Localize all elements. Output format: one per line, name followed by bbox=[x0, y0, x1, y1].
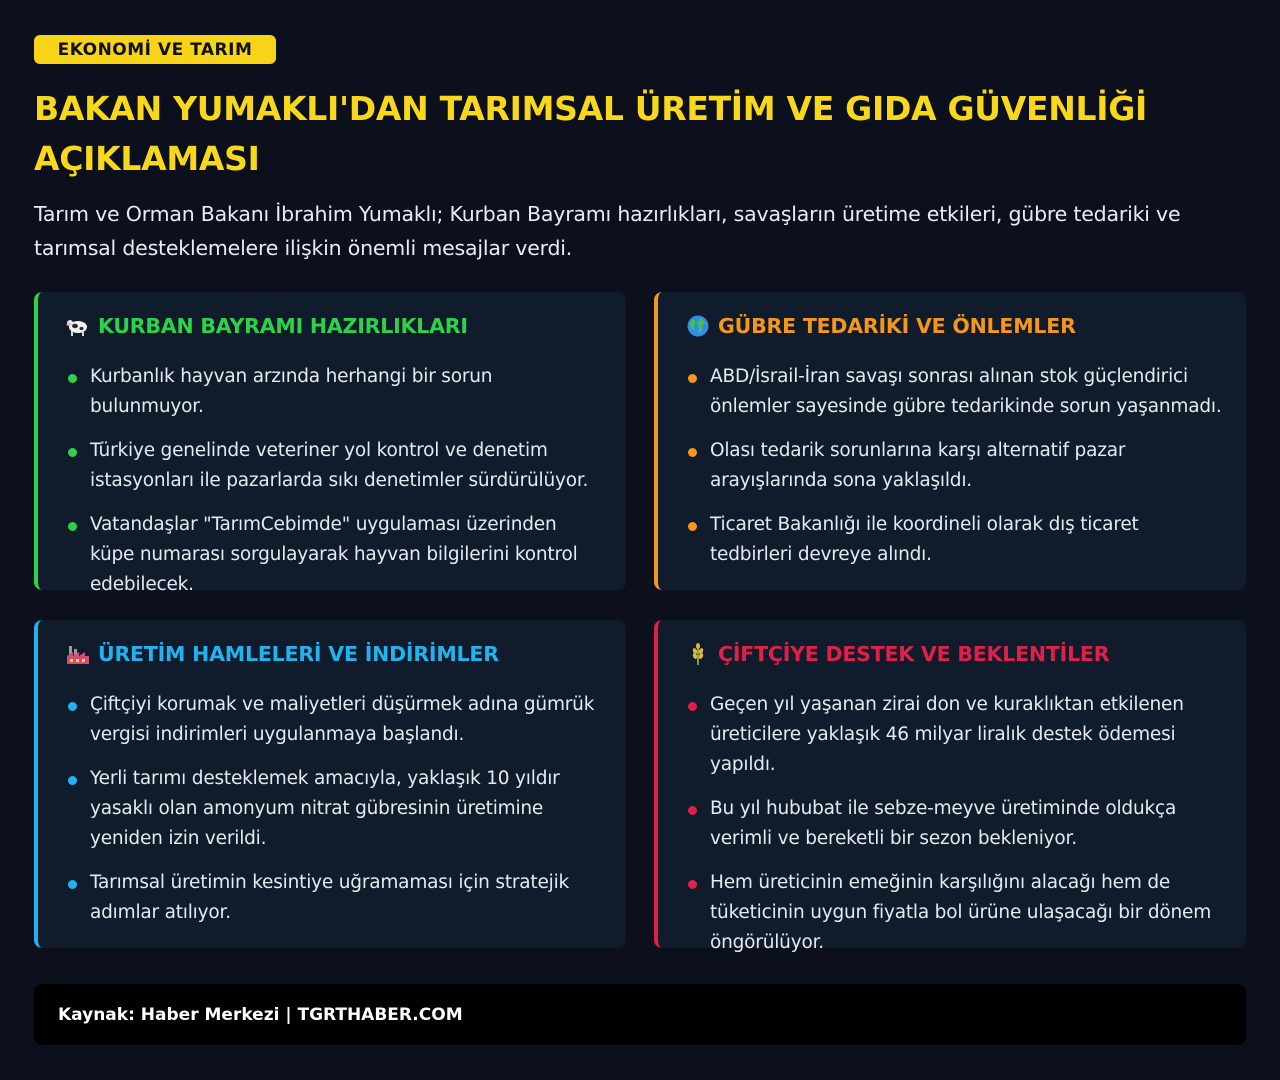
globe-icon bbox=[686, 314, 710, 338]
bullet-dot bbox=[68, 522, 77, 531]
bullet-dot bbox=[688, 880, 697, 889]
bullet-dot bbox=[68, 448, 77, 457]
card-list bbox=[66, 690, 606, 942]
bullet-dot bbox=[688, 702, 697, 711]
card-gubre-tedariki bbox=[654, 292, 1246, 590]
card-title: ÜRETİM HAMLELERİ VE İNDİRİMLER bbox=[98, 642, 499, 666]
bullet-dot bbox=[68, 880, 77, 889]
wheat-icon bbox=[686, 642, 710, 666]
card-title: KURBAN BAYRAMI HAZIRLIKLARI bbox=[98, 314, 468, 338]
list-item: Tarımsal üretimin kesintiye uğramaması için stratejik adımlar atılıyor. bbox=[66, 868, 606, 928]
lead-paragraph: Tarım ve Orman Bakanı İbrahim Yumaklı; Kurban Bayramı hazırlıkları, savaşların üretime etkileri, gübre tedariki ve tarımsal desteklemelere ilişkin önemli mesajlar verdi. bbox=[34, 202, 1181, 260]
bullet-dot bbox=[68, 776, 77, 785]
card-kurban-bayrami bbox=[34, 292, 626, 595]
bullet-dot bbox=[688, 806, 697, 815]
bullet-dot bbox=[688, 374, 697, 383]
card-header bbox=[686, 642, 1109, 666]
card-list bbox=[66, 362, 606, 614]
list-item: Çiftçiyi korumak ve maliyetleri düşürmek adına gümrük vergisi indirimleri uygulanmaya başlandı. bbox=[66, 690, 606, 750]
card-list bbox=[686, 362, 1226, 584]
factory-icon bbox=[66, 642, 90, 666]
card-header bbox=[66, 314, 468, 338]
card-title: GÜBRE TEDARİKİ VE ÖNLEMLER bbox=[718, 314, 1076, 338]
card-ciftciye-destek bbox=[654, 620, 1246, 953]
card-list bbox=[686, 690, 1226, 972]
card-title: ÇİFTÇİYE DESTEK VE BEKLENTİLER bbox=[718, 642, 1110, 666]
source-footer: Kaynak: Haber Merkezi | TGRTHABER.COM bbox=[34, 984, 1246, 1045]
bullet-dot bbox=[688, 448, 697, 457]
card-header bbox=[686, 314, 1076, 338]
bullet-dot bbox=[68, 374, 77, 383]
list-item: Vatandaşlar "TarımCebimde" uygulaması üzerinden küpe numarası sorgulayarak hayvan bilgilerini kontrol edebilecek. bbox=[66, 510, 606, 600]
list-item: Ticaret Bakanlığı ile koordineli olarak dış ticaret tedbirleri devreye alındı. bbox=[686, 510, 1226, 570]
list-item: Olası tedarik sorunlarına karşı alternatif pazar arayışlarında sona yaklaşıldı. bbox=[686, 436, 1226, 496]
bullet-dot bbox=[688, 522, 697, 531]
category-badge: EKONOMİ VE TARIM bbox=[34, 35, 276, 64]
list-item: Yerli tarımı desteklemek amacıyla, yaklaşık 10 yıldır yasaklı olan amonyum nitrat gübresinin üretimine yeniden izin verildi. bbox=[66, 764, 606, 854]
list-item: Kurbanlık hayvan arzında herhangi bir sorun bulunmuyor. bbox=[66, 362, 606, 422]
list-item: Türkiye genelinde veteriner yol kontrol ve denetim istasyonları ile pazarlarda sıkı denetimler sürdürülüyor. bbox=[66, 436, 606, 496]
cow-icon bbox=[66, 314, 90, 338]
card-uretim-hamleleri bbox=[34, 620, 626, 948]
list-item: ABD/İsrail-İran savaşı sonrası alınan stok güçlendirici önlemler sayesinde gübre tedarikinde sorun yaşanmadı. bbox=[686, 362, 1226, 422]
card-header bbox=[66, 642, 499, 666]
bullet-dot bbox=[68, 702, 77, 711]
list-item: Bu yıl hububat ile sebze-meyve üretiminde oldukça verimli ve bereketli bir sezon bekleniyor. bbox=[686, 794, 1226, 854]
list-item: Geçen yıl yaşanan zirai don ve kuraklıktan etkilenen üreticilere yaklaşık 46 milyar liralık destek ödemesi yapıldı. bbox=[686, 690, 1226, 780]
list-item: Hem üreticinin emeğinin karşılığını alacağı hem de tüketicinin uygun fiyatla bol ürüne ulaşacağı bir dönem öngörülüyor. bbox=[686, 868, 1226, 958]
page-title: BAKAN YUMAKLI'DAN TARIMSAL ÜRETİM VE GIDA GÜVENLİĞİ AÇIKLAMASI bbox=[34, 89, 1148, 178]
